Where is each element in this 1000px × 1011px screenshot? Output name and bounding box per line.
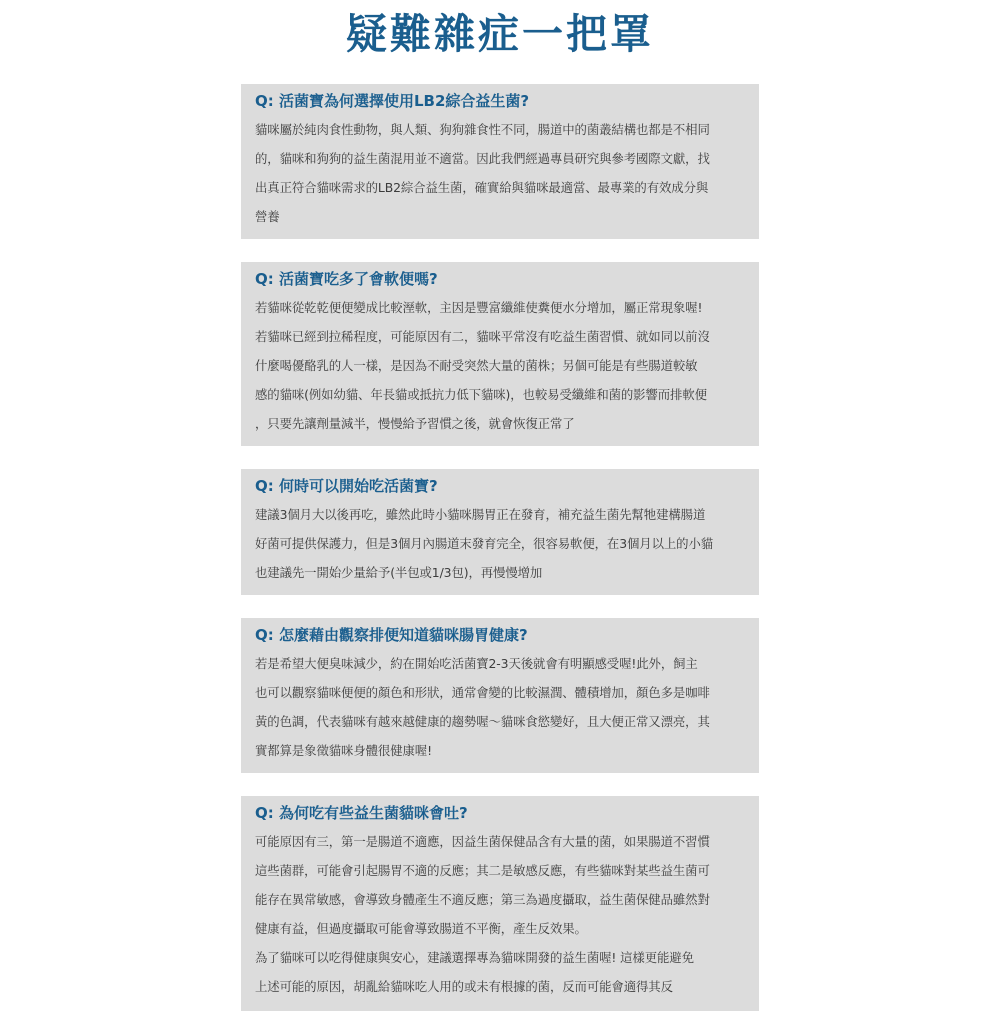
faq-answer-line: 能存在異常敏感，會導致身體產生不適反應；第三為過度攝取，益生菌保健品雖然對 bbox=[255, 892, 710, 907]
faq-question: Q: 怎麼藉由觀察排便知道貓咪腸胃健康? bbox=[255, 626, 528, 644]
faq-card-vomit bbox=[241, 796, 759, 1011]
page-title: 疑難雜症一把罩 bbox=[346, 10, 654, 58]
faq-answer-line: 若是希望大便臭味減少，約在開始吃活菌寶2-3天後就會有明顯感受喔!此外，飼主 bbox=[255, 656, 698, 671]
faq-answer-line: 若貓咪從乾乾便便變成比較溼軟，主因是豐富纖維使糞便水分增加，屬正常現象喔! bbox=[255, 300, 703, 315]
faq-answer-line: 上述可能的原因，胡亂給貓咪吃人用的或未有根據的菌，反而可能會適得其反 bbox=[255, 979, 673, 994]
faq-answer-line: 什麼喝優酪乳的人一樣，是因為不耐受突然大量的菌株；另個可能是有些腸道較敏 bbox=[255, 358, 698, 373]
faq-answer-line: 出真正符合貓咪需求的LB2綜合益生菌，確實給與貓咪最適當、最專業的有效成分與 bbox=[255, 180, 709, 195]
faq-answer-line: 感的貓咪(例如幼貓、年長貓或抵抗力低下貓咪)，也較易受纖維和菌的影響而排軟便 bbox=[255, 387, 707, 402]
faq-question: Q: 活菌寶為何選擇使用LB2綜合益生菌? bbox=[255, 92, 530, 110]
faq-answer-line: 的，貓咪和狗狗的益生菌混用並不適當。因此我們經過專員研究與參考國際文獻，找 bbox=[255, 151, 710, 166]
faq-list bbox=[241, 84, 759, 1011]
faq-card-start-age bbox=[241, 469, 759, 595]
faq-answer-line: 可能原因有三，第一是腸道不適應，因益生菌保健品含有大量的菌，如果腸道不習慣 bbox=[255, 834, 710, 849]
faq-answer-line: 為了貓咪可以吃得健康與安心，建議選擇專為貓咪開發的益生菌喔! 這樣更能避免 bbox=[255, 950, 694, 965]
faq-card-stool-health bbox=[241, 618, 759, 773]
faq-card-soft-stool bbox=[241, 262, 759, 446]
faq-question: Q: 何時可以開始吃活菌寶? bbox=[255, 477, 438, 495]
faq-answer-line: 也可以觀察貓咪便便的顏色和形狀，通常會變的比較濕潤、體積增加，顏色多是咖啡 bbox=[255, 685, 710, 700]
faq-card-lb2 bbox=[241, 84, 759, 239]
faq-answer-line: 好菌可提供保護力，但是3個月內腸道末發育完全，很容易軟便，在3個月以上的小貓 bbox=[255, 536, 714, 551]
faq-answer-line: 實都算是象徵貓咪身體很健康喔! bbox=[255, 743, 432, 758]
faq-question: Q: 為何吃有些益生菌貓咪會吐? bbox=[255, 804, 468, 822]
faq-answer-line: 建議3個月大以後再吃，雖然此時小貓咪腸胃正在發育，補充益生菌先幫牠建構腸道 bbox=[255, 507, 706, 522]
faq-answer-line: 黃的色調，代表貓咪有越來越健康的趨勢喔～貓咪食慾變好，且大便正常又漂亮，其 bbox=[255, 714, 710, 729]
faq-answer-line: 健康有益，但過度攝取可能會導致腸道不平衡，產生反效果。 bbox=[255, 921, 587, 936]
faq-answer-line: 也建議先一開始少量給予(半包或1/3包)，再慢慢增加 bbox=[255, 565, 543, 580]
faq-answer-line: ，只要先讓劑量減半，慢慢給予習慣之後，就會恢復正常了 bbox=[255, 416, 575, 431]
faq-answer-line: 這些菌群，可能會引起腸胃不適的反應；其二是敏感反應，有些貓咪對某些益生菌可 bbox=[255, 863, 710, 878]
faq-answer-line: 若貓咪已經到拉稀程度，可能原因有二，貓咪平常沒有吃益生菌習慣、就如同以前沒 bbox=[255, 329, 710, 344]
faq-answer-line: 營養 bbox=[255, 209, 280, 224]
faq-answer-line: 貓咪屬於純肉食性動物，與人類、狗狗雜食性不同，腸道中的菌叢結構也都是不相同 bbox=[255, 122, 710, 137]
faq-question: Q: 活菌寶吃多了會軟便嗎? bbox=[255, 270, 438, 288]
